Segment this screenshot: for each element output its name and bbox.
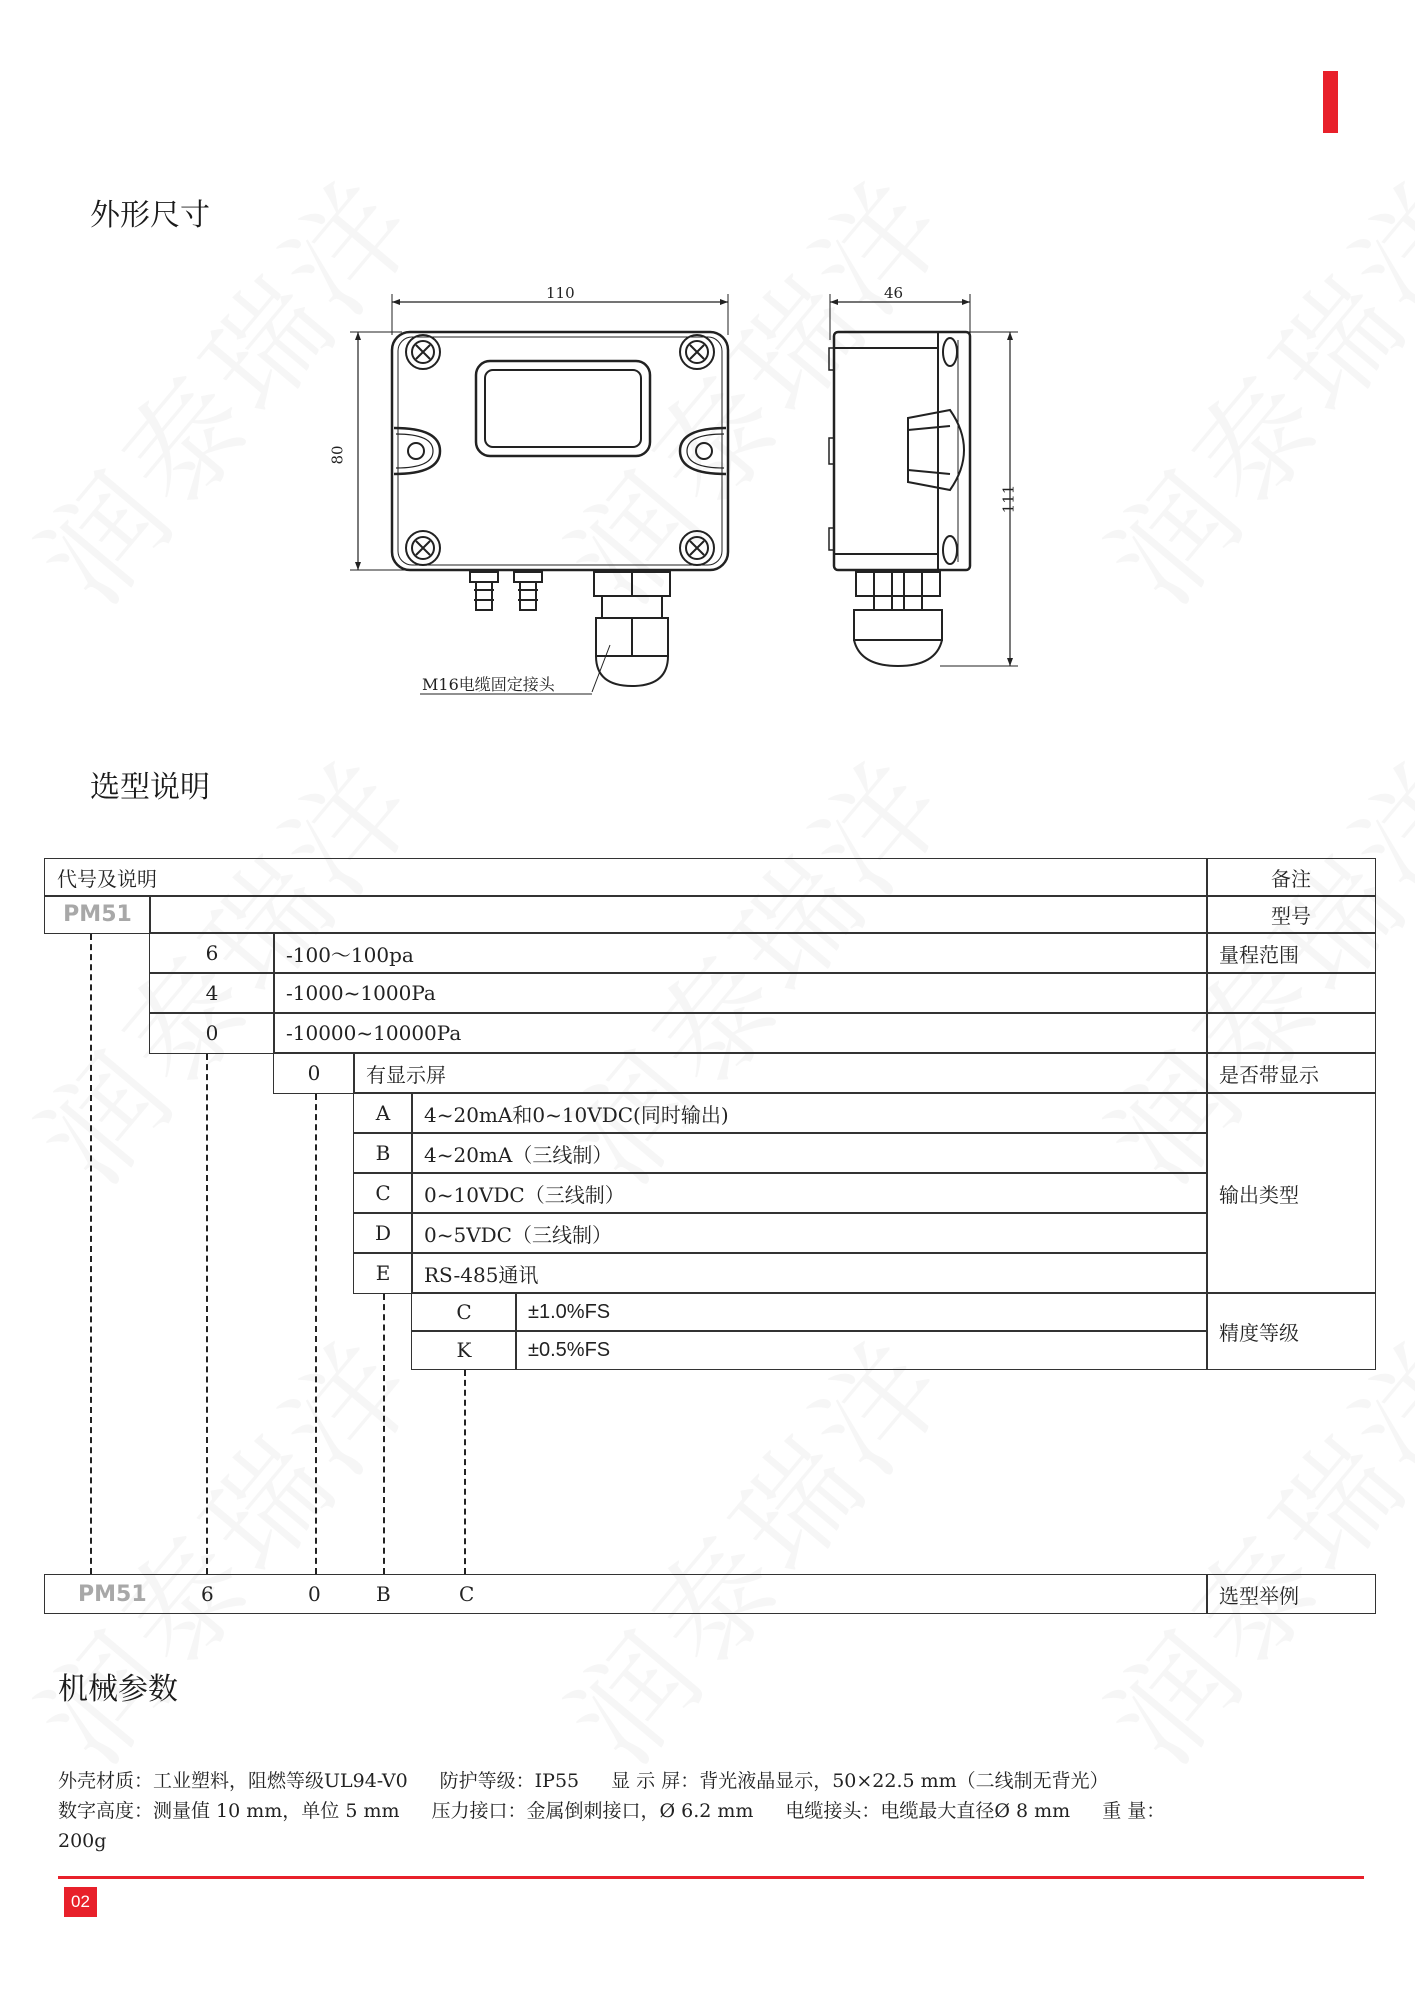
accuracy-remark-cell [1206, 1292, 1376, 1370]
output-desc: 4~20mA（三线制） [424, 1142, 613, 1167]
range-code: 0 [205, 1021, 219, 1045]
accuracy-code-cell [411, 1330, 517, 1370]
connector-line [464, 1370, 466, 1574]
range-code-cell [149, 972, 275, 1014]
output-code: E [375, 1261, 391, 1285]
side-view-drawing [820, 280, 1020, 680]
range-desc: -10000~10000Pa [286, 1021, 462, 1045]
output-desc-cell [411, 1172, 1208, 1214]
section-title-selection: 选型说明 [90, 770, 210, 805]
header-accent-bar [1323, 71, 1338, 133]
connector-line [90, 934, 92, 1574]
remark-text: 型号 [1271, 904, 1311, 928]
range-code-cell [149, 1012, 275, 1054]
param-protection: 防护等级：IP55 [439, 1770, 580, 1792]
output-code-cell [353, 1132, 413, 1174]
accuracy-desc: ±0.5%FS [528, 1338, 611, 1361]
range-code-cell [149, 932, 275, 974]
output-desc: 0~10VDC（三线制） [424, 1182, 625, 1207]
range-remark-cell [1206, 1012, 1376, 1054]
range-desc-cell [273, 972, 1208, 1014]
display-code-cell [273, 1052, 355, 1094]
model-code-cell [44, 895, 151, 934]
output-desc: RS-485通讯 [424, 1262, 539, 1287]
connector-line [315, 1094, 317, 1574]
output-code: C [375, 1181, 391, 1205]
footer-divider [58, 1876, 1364, 1879]
range-desc-cell [273, 1012, 1208, 1054]
output-code-cell [353, 1092, 413, 1134]
page-number-badge [64, 1887, 97, 1917]
output-desc-cell [411, 1252, 1208, 1294]
example-part-output: B [376, 1582, 391, 1606]
dimension-label-depth: 46 [884, 284, 904, 302]
example-part-range: 6 [201, 1582, 214, 1606]
watermark [524, 1298, 980, 1795]
output-desc-cell [411, 1092, 1208, 1134]
display-desc-cell [353, 1052, 1208, 1094]
param-cable-joint: 电缆接头：电缆最大直径Ø 8 mm [785, 1800, 1071, 1822]
range-remark-cell [1206, 932, 1376, 974]
params-line-3 [58, 1826, 1378, 1856]
params-line-2 [58, 1796, 1378, 1826]
connector-line [206, 1054, 208, 1574]
param-housing: 外壳材质：工业塑料，阻燃等级UL94-V0 [58, 1770, 408, 1792]
dimension-label-height: 80 [328, 445, 347, 465]
range-desc: -100～100pa [286, 942, 414, 967]
dimension-label-width: 110 [546, 284, 575, 302]
accuracy-desc-cell [515, 1330, 1208, 1370]
display-code: 0 [307, 1061, 321, 1085]
output-code: B [375, 1141, 391, 1165]
example-part-display: 0 [308, 1582, 321, 1606]
output-desc: 0~5VDC（三线制） [424, 1222, 612, 1247]
range-remark-cell [1206, 972, 1376, 1014]
example-part-accuracy: C [459, 1582, 475, 1606]
display-desc: 有显示屏 [366, 1062, 446, 1087]
output-code: D [374, 1221, 392, 1245]
example-row [44, 1574, 1208, 1614]
remark-text: 选型举例 [1219, 1583, 1299, 1608]
output-code-cell [353, 1252, 413, 1294]
params-line-1 [58, 1766, 1378, 1796]
range-desc: -1000~1000Pa [286, 981, 436, 1005]
dimension-label-overall-height: 111 [999, 484, 1018, 514]
output-desc-cell [411, 1132, 1208, 1174]
range-code: 6 [205, 941, 219, 965]
output-desc: 4~20mA和0~10VDC(同时输出) [424, 1102, 729, 1127]
mechanical-params [58, 1766, 1378, 1856]
accuracy-desc-cell [515, 1292, 1208, 1332]
output-code-cell [353, 1172, 413, 1214]
accuracy-code: C [456, 1300, 472, 1324]
remark-text: 量程范围 [1219, 942, 1299, 967]
header-label: 代号及说明 [57, 869, 157, 891]
example-part-model: PM51 [78, 1582, 147, 1607]
table-header-remarks [1206, 858, 1376, 897]
param-digit-height: 数字高度：测量值 10 mm，单位 5 mm [58, 1800, 400, 1822]
range-code: 4 [205, 981, 219, 1005]
param-pressure-port: 压力接口：金属倒刺接口，Ø 6.2 mm [431, 1800, 754, 1822]
model-remark-cell [1206, 895, 1376, 934]
remark-text: 精度等级 [1219, 1320, 1299, 1345]
remark-text: 是否带显示 [1219, 1062, 1319, 1087]
watermark [1064, 1298, 1415, 1795]
model-blank-cell [149, 895, 1208, 934]
accuracy-desc: ±1.0%FS [528, 1300, 611, 1323]
accuracy-code: K [456, 1338, 472, 1362]
param-weight-label: 重 量： [1102, 1800, 1166, 1822]
page-number: 02 [71, 1892, 90, 1911]
output-code-cell [353, 1212, 413, 1254]
table-header-code [44, 858, 1208, 897]
cable-gland-callout: M16电缆固定接头 [422, 675, 555, 694]
front-view-drawing [330, 280, 750, 700]
param-display: 显 示 屏：背光液晶显示，50×22.5 mm（二线制无背光） [611, 1770, 1109, 1792]
output-desc-cell [411, 1212, 1208, 1254]
range-desc-cell [273, 932, 1208, 974]
header-label: 备注 [1271, 867, 1311, 891]
example-remark-cell [1206, 1574, 1376, 1614]
accuracy-code-cell [411, 1292, 517, 1332]
watermark [1064, 138, 1415, 635]
remark-text: 输出类型 [1219, 1182, 1299, 1207]
display-remark-cell [1206, 1052, 1376, 1094]
param-weight-value: 200g [58, 1830, 107, 1852]
section-title-dimensions: 外形尺寸 [90, 198, 210, 233]
output-code: A [375, 1101, 391, 1125]
model-code: PM51 [63, 902, 132, 927]
section-title-mechanical: 机械参数 [58, 1672, 178, 1707]
connector-line [383, 1294, 385, 1574]
output-remark-cell [1206, 1092, 1376, 1294]
